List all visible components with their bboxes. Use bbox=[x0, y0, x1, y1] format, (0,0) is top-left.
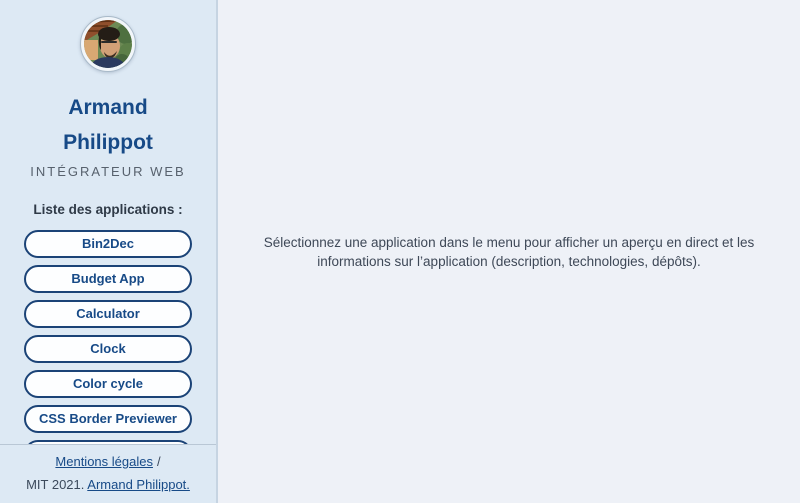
avatar-photo bbox=[84, 20, 132, 68]
author-link[interactable]: Armand Philippot. bbox=[87, 477, 190, 492]
sidebar bbox=[0, 0, 218, 503]
footer-license-line bbox=[0, 477, 216, 492]
site-title: Armand Philippot bbox=[63, 96, 153, 154]
main-area bbox=[218, 0, 800, 503]
sidebar-content bbox=[0, 0, 216, 444]
app-button-css-border-previewer[interactable]: CSS Border Previewer bbox=[24, 405, 192, 433]
job-title: INTÉGRATEUR WEB bbox=[30, 164, 186, 179]
license-text: MIT 2021. bbox=[26, 477, 85, 492]
apps-nav bbox=[24, 230, 192, 444]
apps-list-label: Liste des applications : bbox=[33, 202, 183, 217]
app-button-clock[interactable]: Clock bbox=[24, 335, 192, 363]
app-button-calculator[interactable]: Calculator bbox=[24, 300, 192, 328]
app-button-bin2dec[interactable]: Bin2Dec bbox=[24, 230, 192, 258]
avatar bbox=[80, 16, 136, 72]
footer-separator: / bbox=[156, 454, 161, 469]
app-button-color-cycle[interactable]: Color cycle bbox=[24, 370, 192, 398]
app-button-budget-app[interactable]: Budget App bbox=[24, 265, 192, 293]
footer-legal-line bbox=[0, 454, 216, 469]
placeholder-line-2: informations sur l’application (description, technologies, dépôts). bbox=[317, 253, 701, 269]
placeholder-line-1: Sélectionnez une application dans le menu pour afficher un aperçu en direct et les bbox=[263, 234, 755, 250]
app-preview-placeholder bbox=[264, 233, 755, 271]
legal-notice-link[interactable]: Mentions légales bbox=[55, 454, 153, 469]
sidebar-footer bbox=[0, 444, 216, 503]
